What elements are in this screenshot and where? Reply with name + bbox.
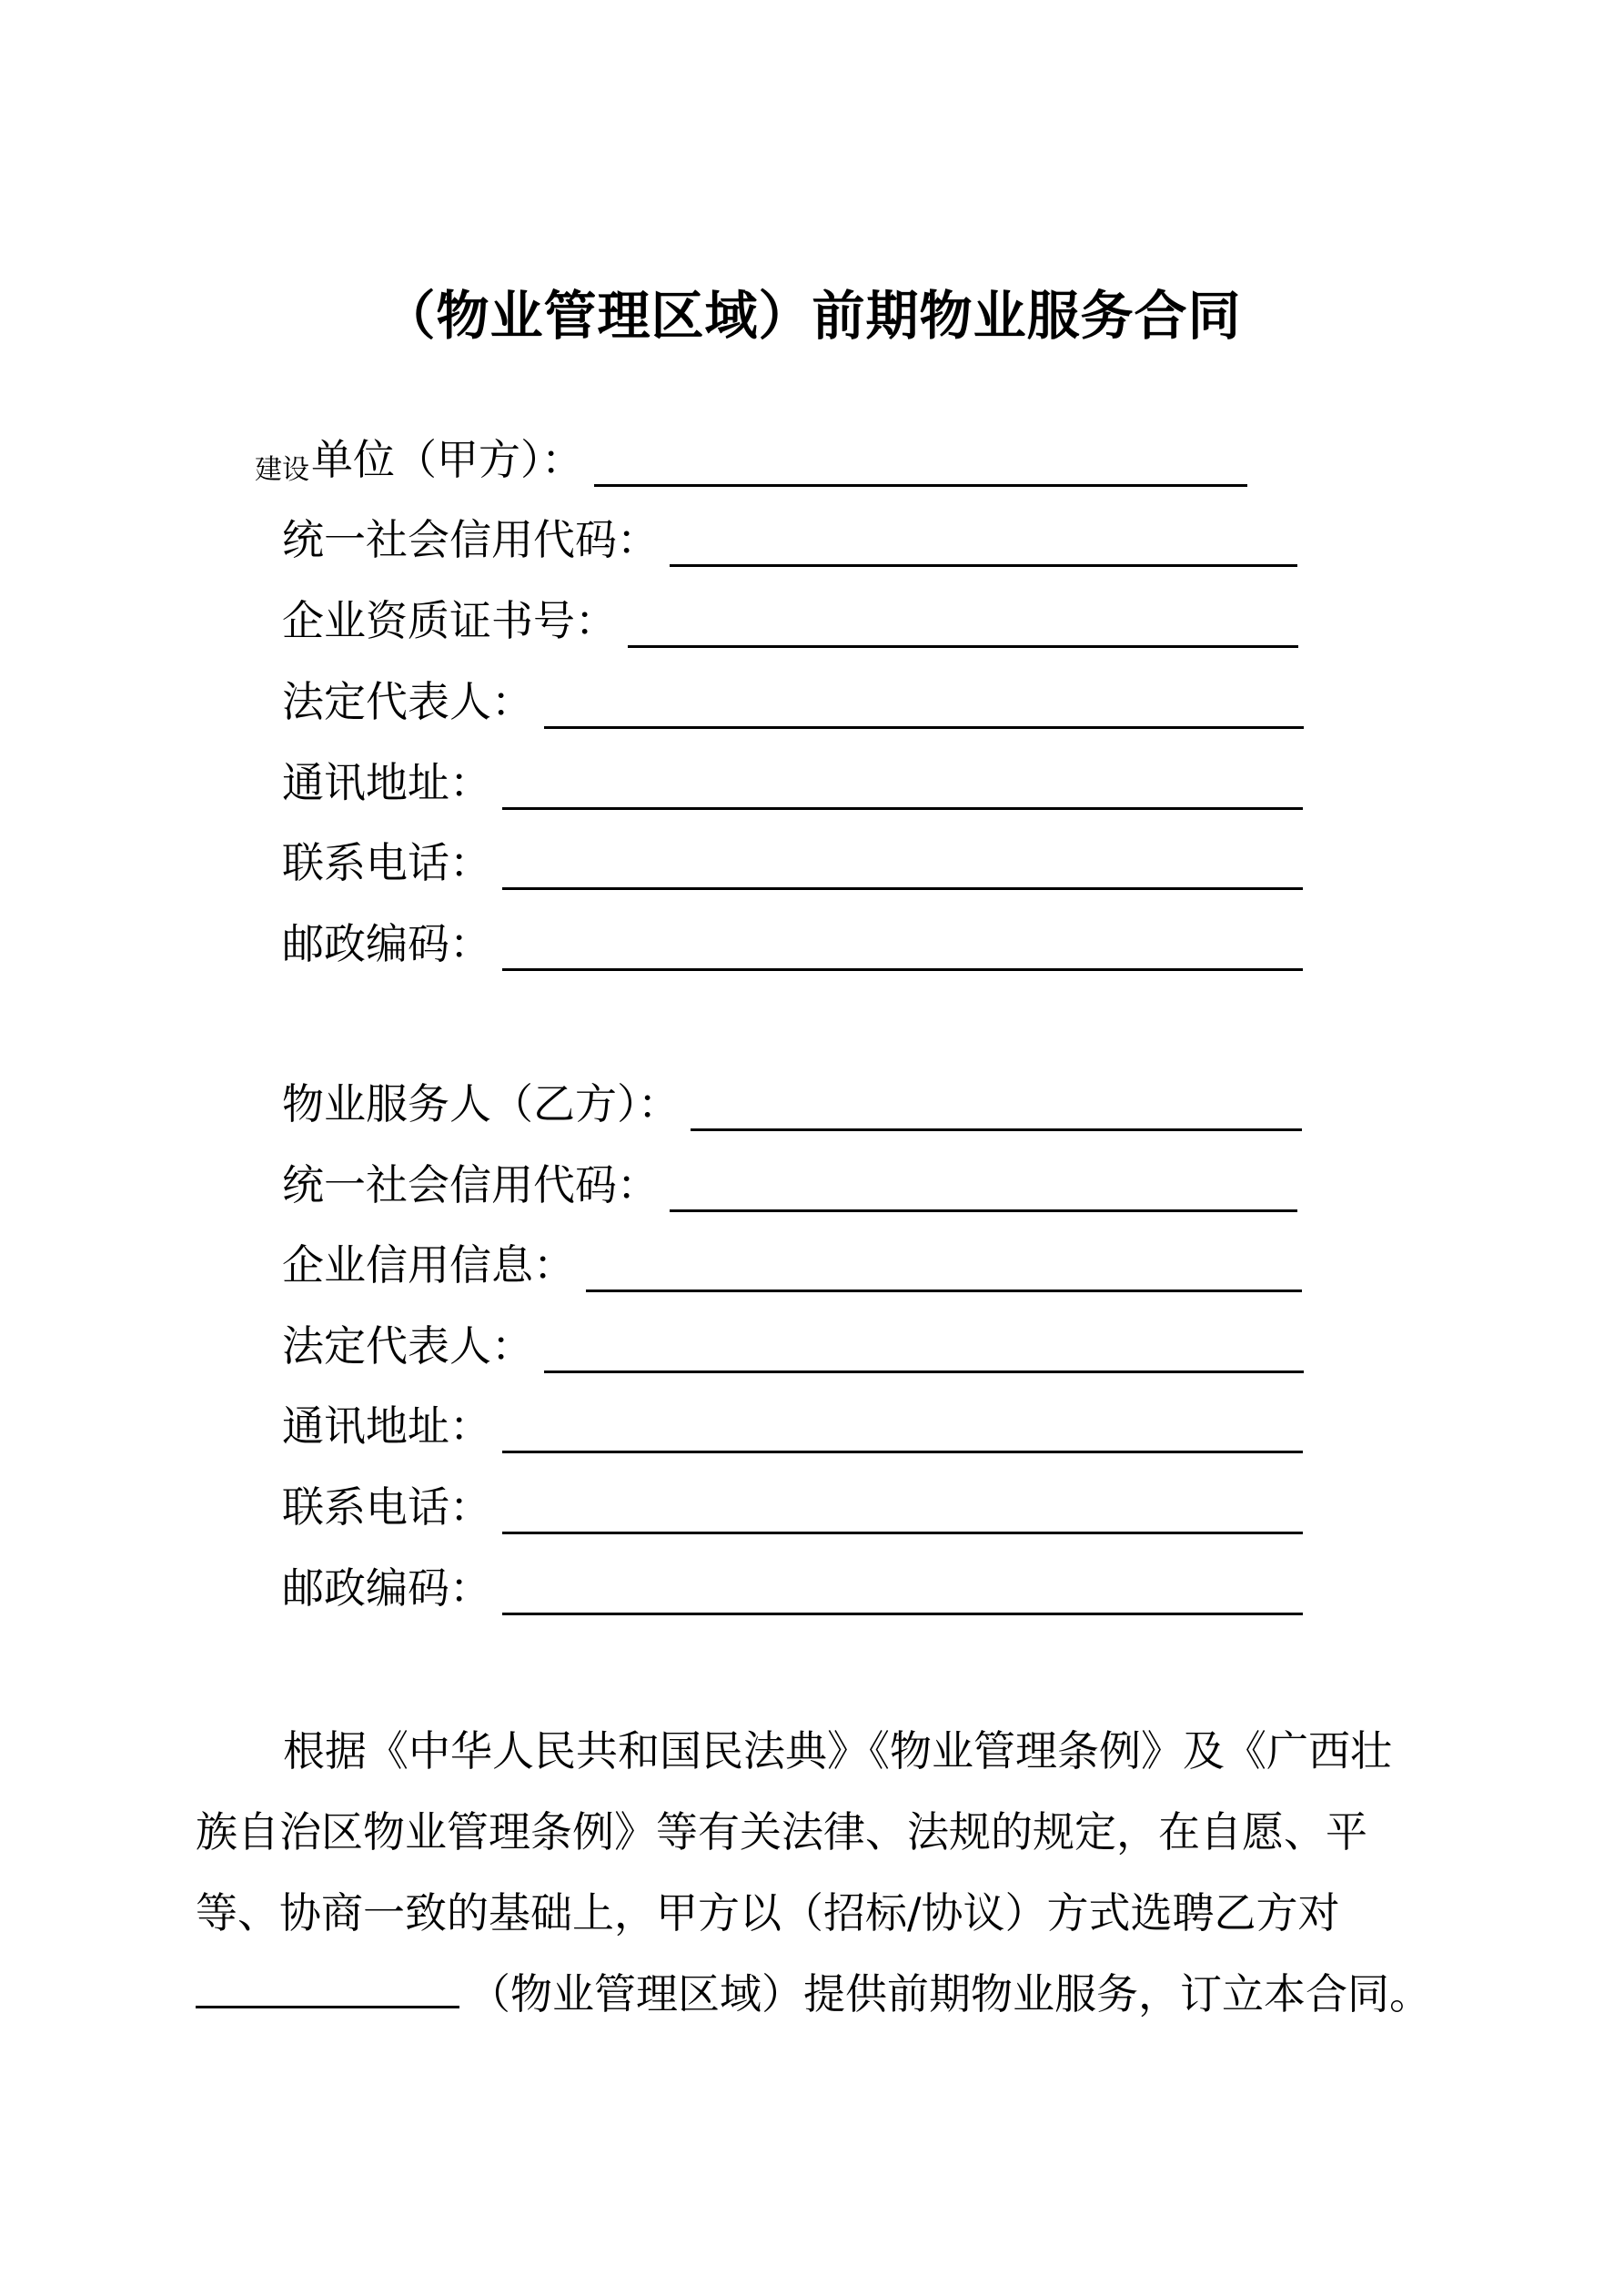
field-label: 企业信用信息： xyxy=(282,1240,575,1290)
paragraph-line: 根据《中华人民共和国民法典》《物业管理条例》及《广西壮 xyxy=(283,1726,1392,1775)
contract-preamble xyxy=(196,1711,1442,2035)
party-a-legal-rep-field xyxy=(282,674,1304,729)
fill-in-line[interactable] xyxy=(544,683,1304,729)
party-a-address-field xyxy=(282,755,1303,810)
party-a-name-field xyxy=(255,432,1247,487)
paragraph-line: 等、协商一致的基础上，甲方以（招标/协议）方式选聘乙方对 xyxy=(196,1888,1340,1937)
field-label: 联系电话： xyxy=(282,838,491,887)
field-label: 法定代表人： xyxy=(282,1321,533,1371)
fill-in-line[interactable] xyxy=(502,1569,1303,1615)
field-label: 邮政编码： xyxy=(282,919,491,968)
party-b-credit-info-field xyxy=(282,1238,1302,1292)
party-a-credit-code-field xyxy=(282,512,1297,567)
field-label: 企业资质证书号： xyxy=(282,596,617,645)
party-a-postcode-field xyxy=(282,916,1303,971)
fill-in-line[interactable] xyxy=(670,1166,1297,1212)
party-b-postcode-field xyxy=(282,1561,1303,1615)
fill-in-line[interactable] xyxy=(502,844,1303,890)
party-b-phone-field xyxy=(282,1480,1303,1534)
field-label: 法定代表人： xyxy=(282,677,533,726)
fill-in-line[interactable] xyxy=(594,440,1247,487)
field-label: 统一社会信用代码： xyxy=(282,1160,659,1209)
party-b-name-field xyxy=(282,1077,1302,1131)
fill-in-line[interactable] xyxy=(628,602,1298,648)
fill-in-line[interactable] xyxy=(544,1327,1304,1373)
field-label: 物业服务人（乙方）： xyxy=(282,1079,680,1128)
fill-in-line[interactable] xyxy=(502,1407,1303,1453)
field-label: 通讯地址： xyxy=(282,1401,491,1451)
paragraph-line-with-blank xyxy=(196,1954,1442,2035)
fill-in-line[interactable] xyxy=(502,764,1303,810)
field-label-prefix: 建设 xyxy=(255,454,309,486)
document-title: （物业管理区域）前期物业服务合同 xyxy=(382,285,1242,347)
field-label: 邮政编码： xyxy=(282,1563,491,1613)
fill-in-blank[interactable] xyxy=(196,1969,459,2008)
field-label: 统一社会信用代码： xyxy=(282,515,659,564)
field-label: 联系电话： xyxy=(282,1482,491,1532)
field-label: 通讯地址： xyxy=(282,758,491,807)
fill-in-line[interactable] xyxy=(502,925,1303,971)
party-a-phone-field xyxy=(282,835,1303,890)
party-a-qualification-field xyxy=(282,593,1298,648)
fill-in-line[interactable] xyxy=(586,1246,1302,1292)
party-b-credit-code-field xyxy=(282,1158,1297,1212)
paragraph-line: 族自治区物业管理条例》等有关法律、法规的规定，在自愿、平 xyxy=(196,1807,1367,1856)
fill-in-line[interactable] xyxy=(670,521,1297,567)
field-label: 单位（甲方）： xyxy=(311,435,583,484)
paragraph-line-tail: （物业管理区域）提供前期物业服务，订立本合同。 xyxy=(469,1969,1431,2018)
party-b-address-field xyxy=(282,1399,1303,1453)
fill-in-line[interactable] xyxy=(502,1488,1303,1534)
party-b-legal-rep-field xyxy=(282,1319,1304,1373)
fill-in-line[interactable] xyxy=(691,1085,1302,1131)
